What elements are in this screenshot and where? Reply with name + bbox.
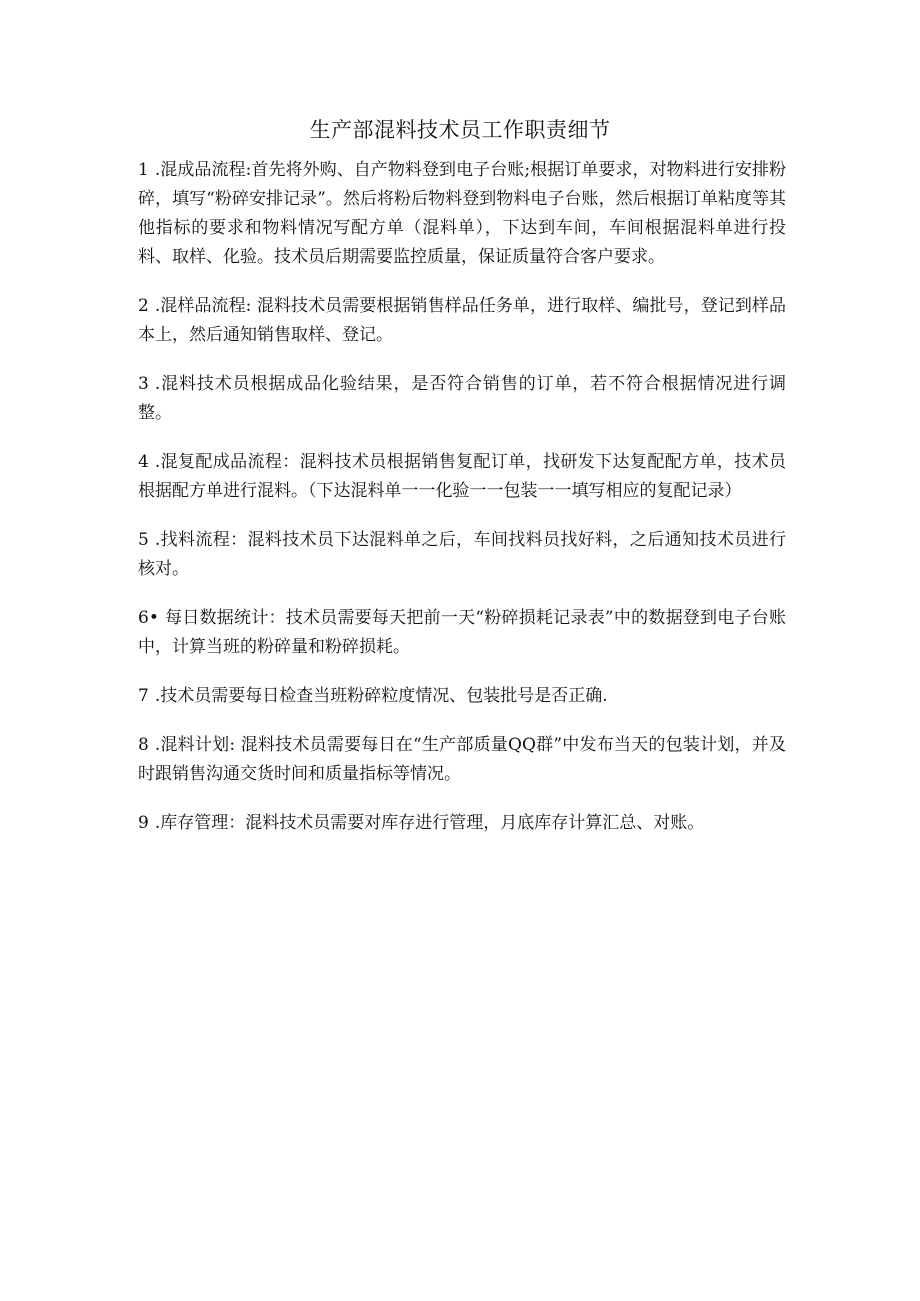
item-text: .混料计划: 混料技术员需要每日在“生产部质量QQ群”中发布当天的包装计划，并及时跟销售沟通交货时间和质量指标等情况。 <box>138 735 786 784</box>
item-number: 7 <box>138 686 149 706</box>
list-item <box>138 526 786 584</box>
list-item <box>138 731 786 789</box>
item-number: 9 <box>138 813 149 833</box>
item-number: 1 <box>138 160 149 180</box>
item-number: 2 <box>138 296 149 316</box>
list-item <box>138 292 786 350</box>
page-title: 生产部混料技术员工作职责细节 <box>309 118 611 142</box>
item-number: 6• <box>138 608 159 628</box>
list-item <box>138 604 786 662</box>
item-text: .混复配成品流程：混料技术员根据销售复配订单，找研发下达复配配方单，技术员根据配方单进行混料。（下达混料单一一化验一一包装一一填写相应的复配记录） <box>138 452 786 501</box>
list-item <box>138 682 786 711</box>
item-text: .混料技术员根据成品化验结果，是否符合销售的订单，若不符合根据情况进行调整。 <box>138 374 786 423</box>
item-text: .找料流程：混料技术员下达混料单之后，车间找料员找好料，之后通知技术员进行核对。 <box>138 530 786 579</box>
item-number: 8 <box>138 735 149 755</box>
list-item <box>138 448 786 506</box>
list-item <box>138 370 786 428</box>
item-number: 5 <box>138 530 149 550</box>
list-item <box>138 156 786 272</box>
duty-list <box>138 156 786 858</box>
item-text: .混成品流程:首先将外购、自产物料登到电子台账;根据订单要求，对物料进行安排粉碎，填写“粉碎安排记录”。然后将粉后物料登到物料电子台账，然后根据订单粘度等其他指标的要求和物料情况写配方单（混料单），下达到车间，车间根据混料单进行投料、取样、化验。技术员后期需要监控质量，保证质量符合客户要求。 <box>138 160 786 267</box>
item-text: .混样品流程: 混料技术员需要根据销售样品任务单，进行取样、编批号，登记到样品本上，然后通知销售取样、登记。 <box>138 296 786 345</box>
item-text: .库存管理：混料技术员需要对库存进行管理，月底库存计算汇总、对账。 <box>154 813 705 833</box>
list-item <box>138 809 786 838</box>
item-number: 3 <box>138 374 149 394</box>
item-text: 每日数据统计：技术员需要每天把前一天“粉碎损耗记录表”中的数据登到电子台账中，计算当班的粉碎量和粉碎损耗。 <box>138 608 786 657</box>
item-number: 4 <box>138 452 149 472</box>
item-text: .技术员需要每日检查当班粉碎粒度情况、包装批号是否正确. <box>154 686 608 706</box>
